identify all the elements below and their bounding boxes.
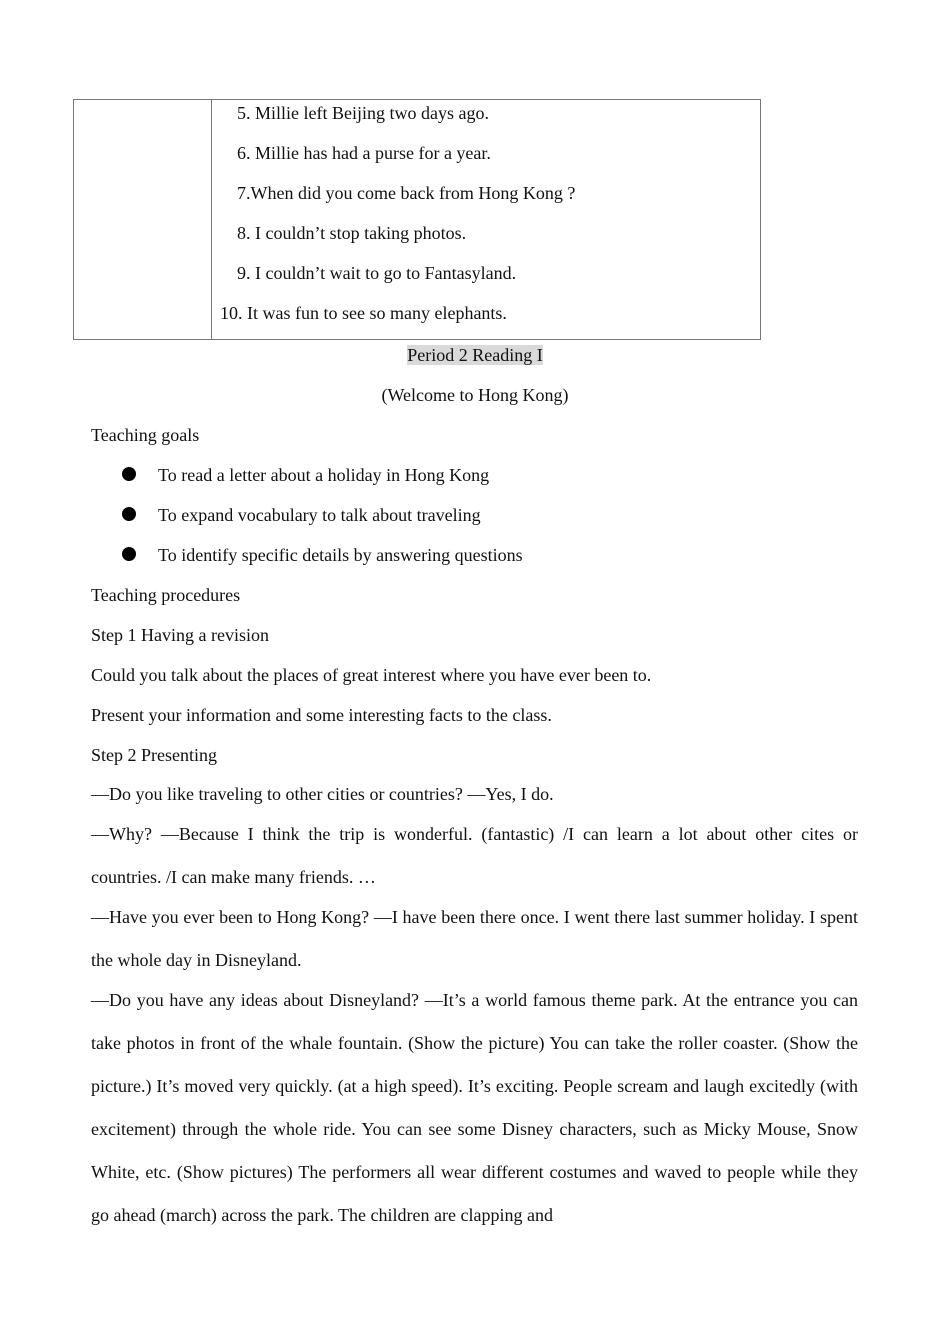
bullet-icon <box>122 547 136 561</box>
step1-line: Present your information and some interesting facts to the class. <box>91 705 552 725</box>
goal-item: To expand vocabulary to talk about traveling <box>158 505 481 525</box>
page-subtitle: (Welcome to Hong Kong) <box>381 385 569 405</box>
page-title: Period 2 Reading I <box>407 345 543 365</box>
step2-heading: Step 2 Presenting <box>91 745 217 765</box>
step1-line: Could you talk about the places of great interest where you have ever been to. <box>91 665 652 685</box>
table-item: 10. It was fun to see so many elephants. <box>220 303 507 323</box>
dialogue-paragraph: —Do you like traveling to other cities or countries? —Yes, I do. <box>91 784 554 804</box>
dialogue-paragraph: —Why? —Because I think the trip is wonderful. (fantastic) /I can learn a lot about other cites or countries. /I can make many friends. … <box>91 824 858 887</box>
goal-item: To read a letter about a holiday in Hong Kong <box>158 465 490 485</box>
table-item: 9. I couldn’t wait to go to Fantasyland. <box>237 263 517 283</box>
procedures-heading: Teaching procedures <box>91 585 241 605</box>
step1-heading: Step 1 Having a revision <box>91 625 269 645</box>
dialogue-paragraph: —Do you have any ideas about Disneyland? —It’s a world famous theme park. At the entrance you can take photos in front of the whale fountain. (Show the picture) You can take the roller coaster. (Show the picture.) It’s moved very quickly. (at a high speed). It’s exciting. People scream and laugh excitedly (with excitement) through the whole ride. You can see some Disney characters, such as Micky Mouse, Snow White, etc. (Show pictures) The performers all wear different costumes and waved to people while they go ahead (march) across the park. The children are clapping and <box>91 990 858 1225</box>
table-column-divider <box>211 100 212 339</box>
bullet-icon <box>122 507 136 521</box>
goal-item: To identify specific details by answering questions <box>158 545 523 565</box>
table-item: 8. I couldn’t stop taking photos. <box>237 223 467 243</box>
dialogue-paragraph: —Have you ever been to Hong Kong? —I have been there once. I went there last summer holiday. I spent the whole day in Disneyland. <box>91 907 858 970</box>
table-item: 7.When did you come back from Hong Kong ? <box>237 183 576 203</box>
bullet-icon <box>122 467 136 481</box>
table-item: 5. Millie left Beijing two days ago. <box>237 103 489 123</box>
table-item: 6. Millie has had a purse for a year. <box>237 143 491 163</box>
goals-heading: Teaching goals <box>91 425 200 445</box>
